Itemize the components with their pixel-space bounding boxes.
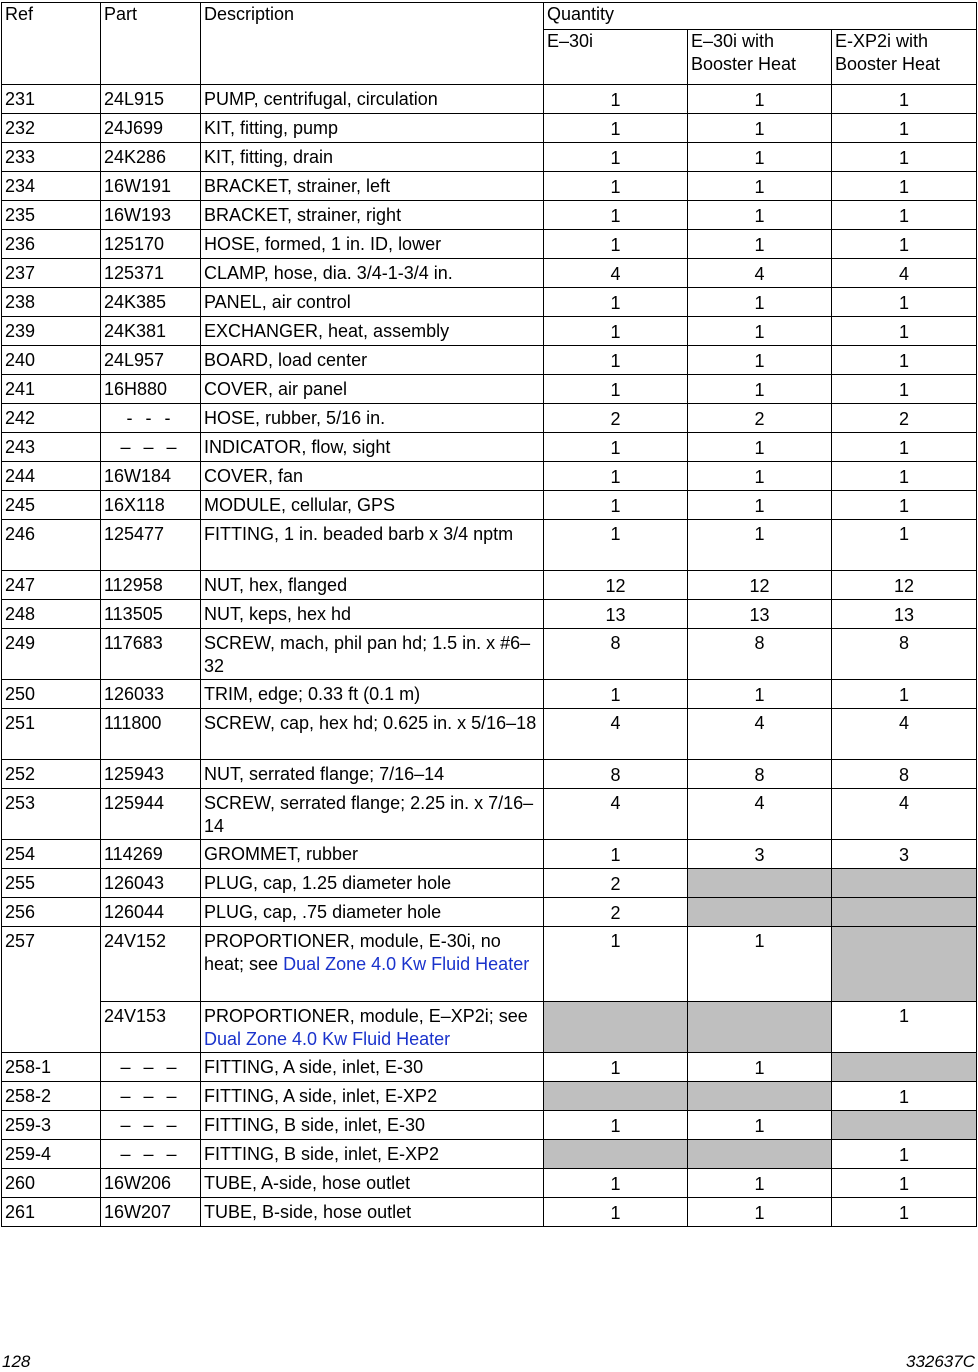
table-row: [2, 898, 977, 927]
quantity-cell: 1: [544, 85, 688, 114]
quantity-cell: [832, 869, 977, 898]
part-cell: - - -: [101, 404, 201, 433]
quantity-cell: 4: [832, 259, 977, 288]
ref-cell: 241: [2, 375, 101, 404]
ref-cell: 261: [2, 1198, 101, 1227]
quantity-cell: 1: [832, 1169, 977, 1198]
table-row: [2, 709, 977, 760]
part-cell: 16H880: [101, 375, 201, 404]
table-row: [2, 1053, 977, 1082]
quantity-cell: 13: [544, 600, 688, 629]
part-cell: 16W207: [101, 1198, 201, 1227]
table-row: [2, 629, 977, 680]
quantity-cell: [688, 898, 832, 927]
table-row: [2, 288, 977, 317]
part-cell: – – –: [101, 433, 201, 462]
part-cell: – – –: [101, 1053, 201, 1082]
description-cell: EXCHANGER, heat, assembly: [201, 317, 544, 346]
description-cell: FITTING, B side, inlet, E-XP2: [201, 1140, 544, 1169]
ref-cell: 258-2: [2, 1082, 101, 1111]
ref-cell: 231: [2, 85, 101, 114]
quantity-cell: 1: [544, 1198, 688, 1227]
ref-cell: 249: [2, 629, 101, 680]
quantity-cell: 2: [688, 404, 832, 433]
parts-table-body: [2, 85, 977, 1227]
quantity-cell: 2: [544, 404, 688, 433]
quantity-cell: 8: [688, 629, 832, 680]
table-row: [2, 85, 977, 114]
page-number: 128: [2, 1352, 31, 1371]
quantity-cell: 12: [688, 571, 832, 600]
quantity-cell: 1: [688, 520, 832, 571]
quantity-cell: 1: [832, 491, 977, 520]
ref-cell: 252: [2, 760, 101, 789]
table-row: [2, 840, 977, 869]
quantity-cell: 2: [832, 404, 977, 433]
ref-cell: 232: [2, 114, 101, 143]
quantity-cell: 1: [688, 462, 832, 491]
quantity-cell: 4: [544, 789, 688, 840]
description-text: PROPORTIONER, module, E–XP2i; see: [204, 1006, 528, 1026]
description-cell: INDICATOR, flow, sight: [201, 433, 544, 462]
header-e30i-booster: E–30i with Booster Heat: [688, 30, 832, 85]
quantity-cell: 4: [688, 789, 832, 840]
part-cell: 111800: [101, 709, 201, 760]
table-row: [2, 317, 977, 346]
ref-cell: 253: [2, 789, 101, 840]
quantity-cell: 1: [544, 1169, 688, 1198]
table-row: [2, 869, 977, 898]
quantity-cell: 1: [832, 1198, 977, 1227]
description-cell: COVER, air panel: [201, 375, 544, 404]
quantity-cell: 8: [544, 760, 688, 789]
table-row: [2, 680, 977, 709]
quantity-cell: 1: [688, 1053, 832, 1082]
table-row: [2, 1111, 977, 1140]
ref-cell: 255: [2, 869, 101, 898]
ref-cell: 254: [2, 840, 101, 869]
table-row: [2, 375, 977, 404]
quantity-cell: 4: [688, 259, 832, 288]
header-quantity: Quantity: [544, 3, 977, 30]
quantity-cell: 1: [688, 1169, 832, 1198]
description-cell: NUT, serrated flange; 7/16–14: [201, 760, 544, 789]
quantity-cell: [544, 1082, 688, 1111]
part-cell: 125477: [101, 520, 201, 571]
quantity-cell: 1: [544, 433, 688, 462]
part-cell: 125170: [101, 230, 201, 259]
quantity-cell: 1: [544, 1111, 688, 1140]
part-cell: 112958: [101, 571, 201, 600]
table-row: [2, 600, 977, 629]
quantity-cell: 1: [544, 491, 688, 520]
quantity-cell: 1: [832, 85, 977, 114]
description-cell: GROMMET, rubber: [201, 840, 544, 869]
quantity-cell: 1: [688, 1111, 832, 1140]
quantity-cell: 1: [544, 143, 688, 172]
table-row: [2, 433, 977, 462]
ref-cell: 259-4: [2, 1140, 101, 1169]
part-cell: 16X118: [101, 491, 201, 520]
part-cell: 24J699: [101, 114, 201, 143]
ref-cell: 259-3: [2, 1111, 101, 1140]
description-cell: SCREW, cap, hex hd; 0.625 in. x 5/16–18: [201, 709, 544, 760]
part-cell: 24L915: [101, 85, 201, 114]
description-cell: PLUG, cap, 1.25 diameter hole: [201, 869, 544, 898]
table-row: [2, 520, 977, 571]
description-cell: COVER, fan: [201, 462, 544, 491]
quantity-cell: 1: [688, 375, 832, 404]
header-description: Description: [201, 3, 544, 85]
ref-cell: 250: [2, 680, 101, 709]
part-cell: 24V152: [101, 927, 201, 1002]
part-cell: 24K381: [101, 317, 201, 346]
table-row: [2, 491, 977, 520]
quantity-cell: 1: [688, 433, 832, 462]
quantity-cell: 1: [832, 433, 977, 462]
part-cell: 16W184: [101, 462, 201, 491]
description-cell: FITTING, A side, inlet, E-30: [201, 1053, 544, 1082]
quantity-cell: 1: [832, 143, 977, 172]
quantity-cell: 1: [832, 230, 977, 259]
part-cell: 16W193: [101, 201, 201, 230]
quantity-cell: [688, 1002, 832, 1053]
part-cell: – – –: [101, 1082, 201, 1111]
part-cell: – – –: [101, 1140, 201, 1169]
description-cell: SCREW, mach, phil pan hd; 1.5 in. x #6–32: [201, 629, 544, 680]
description-cell: KIT, fitting, pump: [201, 114, 544, 143]
description-cell: MODULE, cellular, GPS: [201, 491, 544, 520]
part-cell: 125371: [101, 259, 201, 288]
description-cell: FITTING, A side, inlet, E-XP2: [201, 1082, 544, 1111]
quantity-cell: 1: [832, 114, 977, 143]
description-cell: PANEL, air control: [201, 288, 544, 317]
description-cell: FITTING, 1 in. beaded barb x 3/4 nptm: [201, 520, 544, 571]
table-row: [2, 114, 977, 143]
quantity-cell: 1: [688, 346, 832, 375]
quantity-cell: 1: [688, 491, 832, 520]
table-row: [2, 259, 977, 288]
part-cell: 24K286: [101, 143, 201, 172]
quantity-cell: 1: [544, 114, 688, 143]
ref-cell: 237: [2, 259, 101, 288]
ref-cell: 242: [2, 404, 101, 433]
quantity-cell: 1: [832, 317, 977, 346]
quantity-cell: 1: [544, 346, 688, 375]
ref-cell: 246: [2, 520, 101, 571]
part-cell: 125944: [101, 789, 201, 840]
quantity-cell: 1: [544, 520, 688, 571]
quantity-cell: [832, 1111, 977, 1140]
header-ref: Ref: [2, 3, 101, 85]
ref-cell: 260: [2, 1169, 101, 1198]
table-row: [2, 1169, 977, 1198]
heater-link[interactable]: Dual Zone 4.0 Kw Fluid Heater: [283, 954, 530, 974]
quantity-cell: [688, 1140, 832, 1169]
quantity-cell: 4: [544, 709, 688, 760]
quantity-cell: 1: [832, 1082, 977, 1111]
table-row: [2, 462, 977, 491]
table-row: [2, 1082, 977, 1111]
table-row: [2, 571, 977, 600]
ref-cell: 240: [2, 346, 101, 375]
quantity-cell: [544, 1002, 688, 1053]
quantity-cell: 1: [832, 520, 977, 571]
ref-cell: 238: [2, 288, 101, 317]
quantity-cell: 3: [688, 840, 832, 869]
part-cell: 126044: [101, 898, 201, 927]
table-row: [2, 927, 977, 1002]
quantity-cell: 1: [544, 375, 688, 404]
heater-link[interactable]: Dual Zone 4.0 Kw Fluid Heater: [204, 1029, 451, 1049]
quantity-cell: [544, 1140, 688, 1169]
quantity-cell: 1: [832, 288, 977, 317]
part-cell: 24K385: [101, 288, 201, 317]
quantity-cell: 4: [688, 709, 832, 760]
quantity-cell: 1: [544, 462, 688, 491]
quantity-cell: [688, 1082, 832, 1111]
quantity-cell: 1: [832, 1002, 977, 1053]
ref-cell: 251: [2, 709, 101, 760]
header-exp2i-booster: E-XP2i with Booster Heat: [832, 30, 977, 85]
quantity-cell: 1: [688, 172, 832, 201]
description-text: PROPORTIONER, module, E-30i, no heat; see: [204, 931, 501, 974]
description-cell: BOARD, load center: [201, 346, 544, 375]
description-cell: TUBE, B-side, hose outlet: [201, 1198, 544, 1227]
table-row: [2, 1002, 977, 1053]
part-cell: 126043: [101, 869, 201, 898]
quantity-cell: 1: [544, 172, 688, 201]
ref-cell: 245: [2, 491, 101, 520]
ref-cell: 248: [2, 600, 101, 629]
description-cell: TUBE, A-side, hose outlet: [201, 1169, 544, 1198]
quantity-cell: 8: [544, 629, 688, 680]
quantity-cell: 1: [544, 288, 688, 317]
quantity-cell: 1: [832, 346, 977, 375]
description-cell: NUT, keps, hex hd: [201, 600, 544, 629]
quantity-cell: 1: [688, 317, 832, 346]
quantity-cell: 1: [688, 927, 832, 1002]
ref-cell: 239: [2, 317, 101, 346]
quantity-cell: 8: [832, 760, 977, 789]
table-row: [2, 201, 977, 230]
quantity-cell: 12: [832, 571, 977, 600]
part-cell: 125943: [101, 760, 201, 789]
description-cell: PLUG, cap, .75 diameter hole: [201, 898, 544, 927]
quantity-cell: 1: [688, 114, 832, 143]
part-cell: 113505: [101, 600, 201, 629]
description-cell: HOSE, formed, 1 in. ID, lower: [201, 230, 544, 259]
table-row: [2, 346, 977, 375]
quantity-cell: 1: [544, 927, 688, 1002]
quantity-cell: 1: [832, 172, 977, 201]
parts-table: [1, 2, 977, 1227]
ref-cell: 244: [2, 462, 101, 491]
part-cell: 16W191: [101, 172, 201, 201]
quantity-cell: 12: [544, 571, 688, 600]
quantity-cell: 1: [688, 201, 832, 230]
quantity-cell: 13: [688, 600, 832, 629]
table-row: [2, 789, 977, 840]
quantity-cell: 1: [544, 230, 688, 259]
table-row: [2, 1140, 977, 1169]
table-row: [2, 404, 977, 433]
description-cell: NUT, hex, flanged: [201, 571, 544, 600]
quantity-cell: 4: [544, 259, 688, 288]
header-e30i: E–30i: [544, 30, 688, 85]
ref-cell: 235: [2, 201, 101, 230]
quantity-cell: 1: [832, 680, 977, 709]
part-cell: – – –: [101, 1111, 201, 1140]
quantity-cell: 1: [688, 143, 832, 172]
quantity-cell: 1: [544, 680, 688, 709]
ref-cell: 257: [2, 927, 101, 1053]
description-cell: HOSE, rubber, 5/16 in.: [201, 404, 544, 433]
quantity-cell: 4: [832, 709, 977, 760]
quantity-cell: 1: [688, 85, 832, 114]
ref-cell: 243: [2, 433, 101, 462]
quantity-cell: 1: [688, 288, 832, 317]
ref-cell: 256: [2, 898, 101, 927]
ref-cell: 233: [2, 143, 101, 172]
description-cell: BRACKET, strainer, left: [201, 172, 544, 201]
quantity-cell: 1: [544, 840, 688, 869]
quantity-cell: 1: [544, 317, 688, 346]
ref-cell: 234: [2, 172, 101, 201]
ref-cell: 247: [2, 571, 101, 600]
description-cell: FITTING, B side, inlet, E-30: [201, 1111, 544, 1140]
quantity-cell: 1: [832, 462, 977, 491]
quantity-cell: 1: [832, 375, 977, 404]
document-number: 332637C: [905, 1352, 975, 1371]
quantity-cell: 1: [544, 201, 688, 230]
description-cell: TRIM, edge; 0.33 ft (0.1 m): [201, 680, 544, 709]
table-row: [2, 1198, 977, 1227]
ref-cell: 236: [2, 230, 101, 259]
description-cell: CLAMP, hose, dia. 3/4-1-3/4 in.: [201, 259, 544, 288]
description-cell: PUMP, centrifugal, circulation: [201, 85, 544, 114]
quantity-cell: 1: [688, 230, 832, 259]
quantity-cell: 1: [544, 1053, 688, 1082]
description-cell: KIT, fitting, drain: [201, 143, 544, 172]
quantity-cell: 1: [832, 1140, 977, 1169]
quantity-cell: 1: [688, 1198, 832, 1227]
part-cell: 114269: [101, 840, 201, 869]
table-row: [2, 143, 977, 172]
part-cell: 16W206: [101, 1169, 201, 1198]
quantity-cell: 4: [832, 789, 977, 840]
description-cell: [201, 927, 544, 1002]
ref-cell: 258-1: [2, 1053, 101, 1082]
table-row: [2, 230, 977, 259]
description-cell: [201, 1002, 544, 1053]
quantity-cell: 2: [544, 869, 688, 898]
quantity-cell: 1: [832, 201, 977, 230]
description-cell: BRACKET, strainer, right: [201, 201, 544, 230]
header-part: Part: [101, 3, 201, 85]
table-row: [2, 760, 977, 789]
quantity-cell: [688, 869, 832, 898]
part-cell: 24L957: [101, 346, 201, 375]
quantity-cell: 1: [688, 680, 832, 709]
part-cell: 126033: [101, 680, 201, 709]
quantity-cell: [832, 898, 977, 927]
part-cell: 117683: [101, 629, 201, 680]
quantity-cell: 8: [832, 629, 977, 680]
quantity-cell: [832, 927, 977, 1002]
table-row: [2, 172, 977, 201]
quantity-cell: 2: [544, 898, 688, 927]
part-cell: 24V153: [101, 1002, 201, 1053]
quantity-cell: 13: [832, 600, 977, 629]
quantity-cell: 3: [832, 840, 977, 869]
quantity-cell: [832, 1053, 977, 1082]
description-cell: SCREW, serrated flange; 2.25 in. x 7/16–14: [201, 789, 544, 840]
quantity-cell: 8: [688, 760, 832, 789]
